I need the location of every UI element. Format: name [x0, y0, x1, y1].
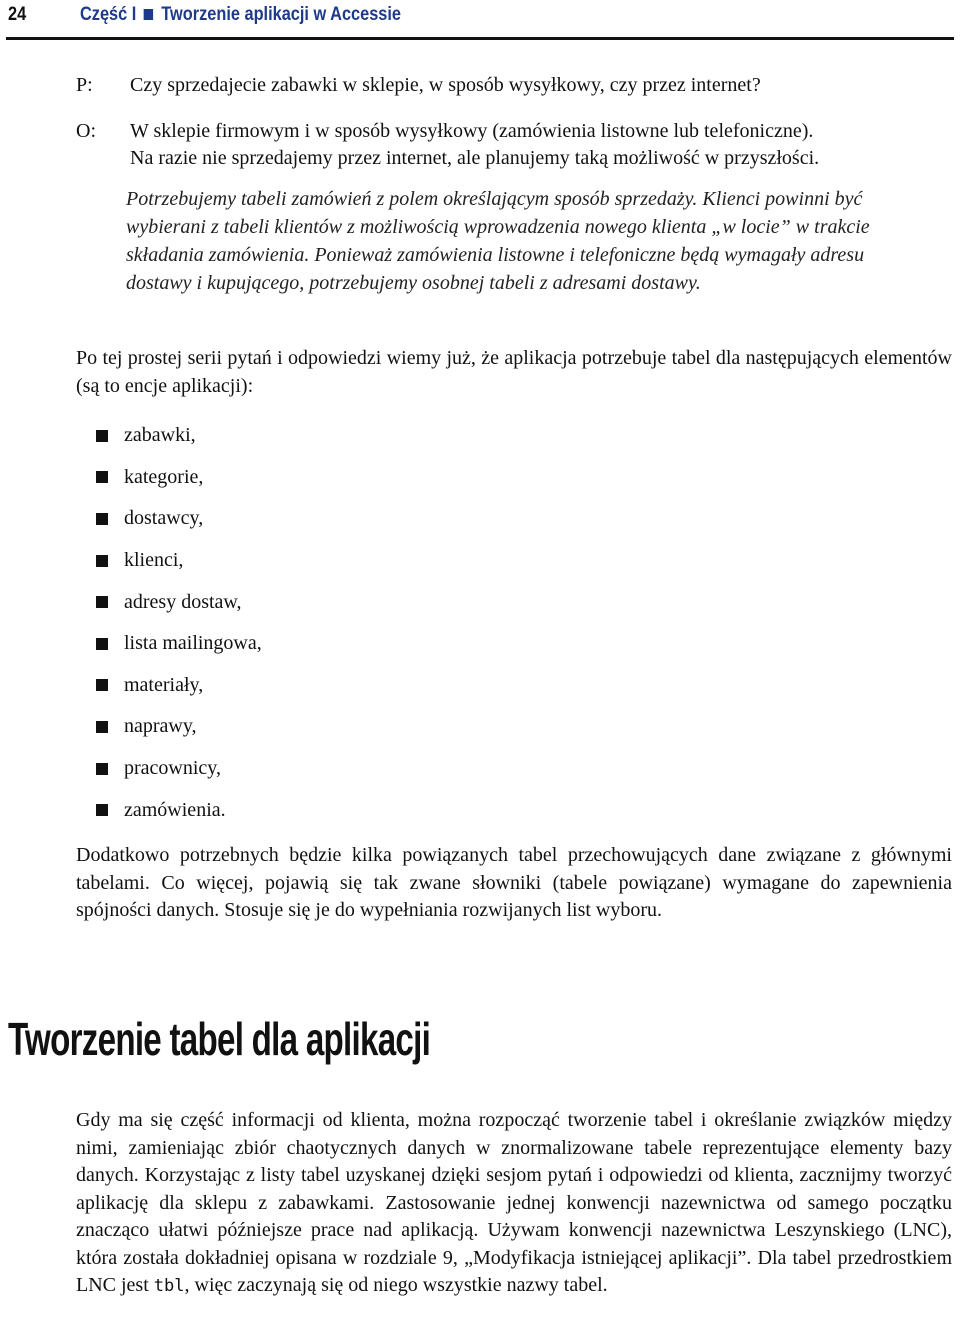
list-item-text: adresy dostaw, [124, 590, 242, 613]
list-item [96, 789, 262, 831]
inline-code: tbl [153, 1276, 185, 1296]
list-item [96, 540, 262, 582]
answer-tag: O: [76, 120, 96, 142]
square-bullet-icon [96, 555, 108, 567]
list-item [96, 706, 262, 748]
section-paragraph-text: Gdy ma się część informacji od klienta, można rozpocząć tworzenie tabel i określanie związków między nimi, zamieniając zbiór chaotycznych danych w znormalizowane tabele reprezentujące elementy bazy danych. Korzystając z listy tabel uzyskanej dzięki sesjom pytań i odpowiedzi od klienta, zacznijmy tworzyć aplikację dla sklepu z zabawkami. Zastosowanie jednej konwencji nazewnictwa od samego początku znacząco ułatwi późniejsze prace nad aplikacją. Używam konwencji nazewnictwa Leszynskiego (LNC), która została dokładniej opisana w rozdziale 9, „Modyfikacja istniejącej aplikacji”. Dla tabel przedrostkiem LNC jest [76, 1109, 952, 1296]
list-item-text: naprawy, [124, 715, 197, 738]
entity-list [96, 415, 262, 831]
section-heading: Tworzenie tabel dla aplikacji [8, 1013, 431, 1065]
square-bullet-icon [96, 804, 108, 816]
question-text: Czy sprzedajecie zabawki w sklepie, w sposób wysyłkowy, czy przez internet? [130, 74, 761, 96]
list-item [96, 665, 262, 707]
requirements-note: Potrzebujemy tabeli zamówień z polem określającym sposób sprzedaży. Klienci powinni być wybierani z tabeli klientów z możliwością wprowadzenia nowego klienta „w locie” w trakcie składania zamówienia. Ponieważ zamówienia listowne i telefoniczne będą wymagały adresu dostawy i kupującego, potrzebujemy osobnej tabeli z adresami dostawy. [126, 188, 870, 294]
square-bullet-icon [96, 430, 108, 442]
list-item-text: dostawcy, [124, 507, 204, 530]
list-item [96, 415, 262, 457]
list-item-text: lista mailingowa, [124, 632, 262, 655]
square-bullet-icon [96, 679, 108, 691]
square-bullet-icon [96, 471, 108, 483]
list-item [96, 498, 262, 540]
intro-paragraph: Po tej prostej serii pytań i odpowiedzi wiemy już, że aplikacja potrzebuje tabel dla następujących elementów (są to encje aplikacji): [76, 347, 952, 397]
list-item-text: zamówienia. [124, 798, 226, 821]
square-bullet-icon [96, 513, 108, 525]
square-bullet-icon [96, 638, 108, 650]
extra-paragraph: Dodatkowo potrzebnych będzie kilka powiązanych tabel przechowujących dane związane z głównymi tabelami. Co więcej, pojawią się tak zwane słowniki (tabele powiązane) wymagane do zapewnienia spójności danych. Stosuje się je do wypełniania rozwijanych list wyboru. [76, 844, 952, 921]
answer-text [130, 118, 960, 172]
part-label: Część I [80, 4, 137, 25]
list-item-text: kategorie, [124, 465, 204, 488]
list-item [96, 457, 262, 499]
answer-line: W sklepie firmowym i w sposób wysyłkowy (zamówienia listowne lub telefoniczne). [130, 120, 814, 142]
question-tag: P: [76, 74, 93, 96]
section-paragraph-tail: , więc zaczynają się od niego wszystkie nazwy tabel. [184, 1274, 608, 1296]
part-name: Tworzenie aplikacji w Accessie [161, 4, 402, 25]
section-paragraph [76, 1107, 952, 1301]
list-item [96, 581, 262, 623]
square-bullet-icon [96, 721, 108, 733]
list-item-text: materiały, [124, 673, 204, 696]
square-bullet-icon [96, 596, 108, 608]
part-title [80, 4, 401, 26]
answer-line: Na razie nie sprzedajemy przez internet, ale planujemy taką możliwość w przyszłości. [130, 147, 820, 169]
list-item-text: zabawki, [124, 424, 196, 447]
square-bullet-icon [96, 763, 108, 775]
list-item [96, 748, 262, 790]
list-item-text: klienci, [124, 549, 184, 572]
running-header [6, 0, 954, 40]
square-bullet-icon [144, 9, 153, 20]
page-number: 24 [8, 4, 27, 25]
list-item-text: pracownicy, [124, 757, 221, 780]
list-item [96, 623, 262, 665]
